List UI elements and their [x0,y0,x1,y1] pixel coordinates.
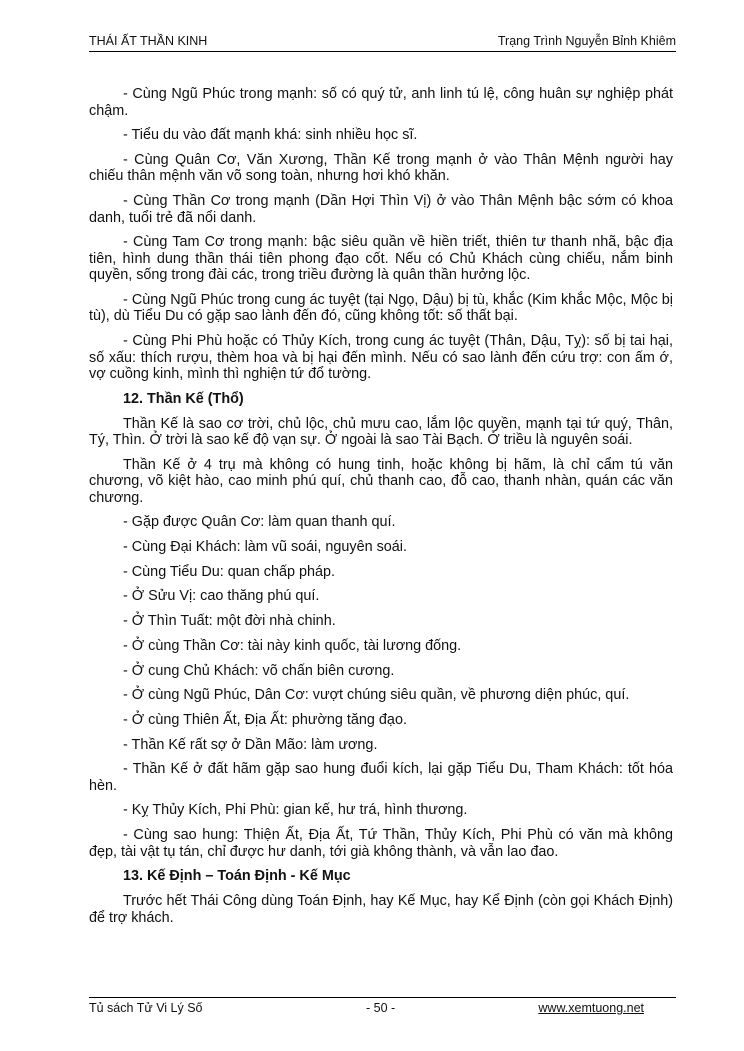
paragraph: - Thần Kế rất sợ ở Dần Mão: làm ương. [123,736,378,753]
paragraph: - Ở cùng Thần Cơ: tài này kinh quốc, tài lương đống. [123,637,462,654]
paragraph: Thần Kế ở 4 trụ mà không có hung tinh, hoặc không bị hãm, là chỉ cẩm tú văn chương, võ kiệt hào, cao minh phú quí, chủ thanh cao, đỗ cao, thanh nhàn, quán các văn chương. [89,456,673,506]
paragraph: - Ở Sửu Vị: cao thăng phú quí. [123,588,320,605]
paragraph: - Cùng Đại Khách: làm vũ soái, nguyên soái. [123,539,407,556]
paragraph: - Ở Thìn Tuất: một đời nhà chinh. [123,613,336,630]
paragraph: - Cùng Thần Cơ trong mạnh (Dần Hợi Thìn Vị) ở vào Thân Mệnh bậc sớm có khoa danh, tuổi trẻ đã nổi danh. [89,193,673,226]
footer-link[interactable]: www.xemtuong.net [538,1001,644,1015]
header-author: Trạng Trình Nguyễn Bỉnh Khiêm [497,34,676,48]
paragraph: - Cùng sao hung: Thiện Ất, Địa Ất, Tứ Thần, Thủy Kích, Phi Phù có văn mà không đẹp, tài vật tụ tán, chỉ được hư danh, tới già không thành, và vẫn lao đao. [89,827,673,860]
page-number: - 50 - [366,1001,396,1015]
paragraph: - Ở cùng Thiên Ất, Địa Ất: phường tăng đạo. [123,711,407,728]
paragraph: - Cùng Tiểu Du: quan chấp pháp. [123,563,336,580]
paragraph: - Gặp được Quân Cơ: làm quan thanh quí. [123,514,396,531]
paragraph: - Thần Kế ở đất hãm gặp sao hung đuổi kích, lại gặp Tiểu Du, Tham Khách: tốt hóa hèn. [89,761,673,794]
page-footer [89,997,676,1015]
paragraph: - Ở cùng Ngũ Phúc, Dân Cơ: vượt chúng siêu quần, về phương diện phúc, quí. [123,687,630,704]
paragraph: - Kỵ Thủy Kích, Phi Phù: gian kế, hư trá, hình thương. [123,802,468,819]
paragraph: Trước hết Thái Công dùng Toán Định, hay Kế Mục, hay Kể Định (còn gọi Khách Định) để trợ khách. [89,893,673,926]
paragraph: - Ở cung Chủ Khách: võ chấn biên cương. [123,662,395,679]
paragraph: - Cùng Phi Phù hoặc có Thủy Kích, trong cung ác tuyệt (Thân, Dậu, Tỵ): số bị tai hại, số xấu: thích rượu, thèm hoa và bị hại đến mình. Nếu có sao lành đến cứu trợ: con ấm ớ, vợ cuồng kinh, mình thì nghiện tứ đổ tường. [89,333,673,383]
header-book-title: THÁI ẤT THẦN KINH [89,34,208,48]
paragraph: Thần Kế là sao cơ trời, chủ lộc, chủ mưu cao, lắm lộc quyền, mạnh tại tứ quý, Thân, Tý, Thìn. Ở trời là sao kế độ vạn sự. Ở ngoài là sao Tài Bạch. Ở triều là nguyên soái. [89,415,673,448]
paragraph: - Cùng Quân Cơ, Văn Xương, Thần Kế trong mạnh ở vào Thân Mệnh người hay chiếu thân mệnh văn võ song toàn, nhưng hơi khó khăn. [89,151,673,185]
paragraph: - Cùng Ngũ Phúc trong cung ác tuyệt (tại Ngọ, Dậu) bị tù, khắc (Kim khắc Mộc, Mộc bị tù), dù Tiểu Du có gặp sao lành đến đó, cũng không tốt: số thất bại. [89,291,673,325]
footer-series: Tủ sách Tử Vi Lý Số [89,1001,203,1015]
paragraph: - Cùng Ngũ Phúc trong mạnh: số có quý tử, anh linh tú lệ, công huân sự nghiệp phát chậm. [89,86,673,119]
section-heading-13: 13. Kế Định – Toán Định - Kế Mục [123,868,351,885]
paragraph: - Cùng Tam Cơ trong mạnh: bậc siêu quần về hiền triết, thiên tư thanh nhã, bậc địa tiên, hình dung thần thái tiên phong đạo cốt. Nếu có Chủ Khách cùng chiếu, nắm binh quyền, sống trong đài các, trong triều đường là quân thần hưởng lộc. [89,234,673,284]
page-body [89,86,673,934]
paragraph: - Tiểu du vào đất mạnh khá: sinh nhiều học sĩ. [123,127,418,144]
page-header [89,34,676,52]
section-heading-12: 12. Thần Kế (Thổ) [123,390,244,407]
